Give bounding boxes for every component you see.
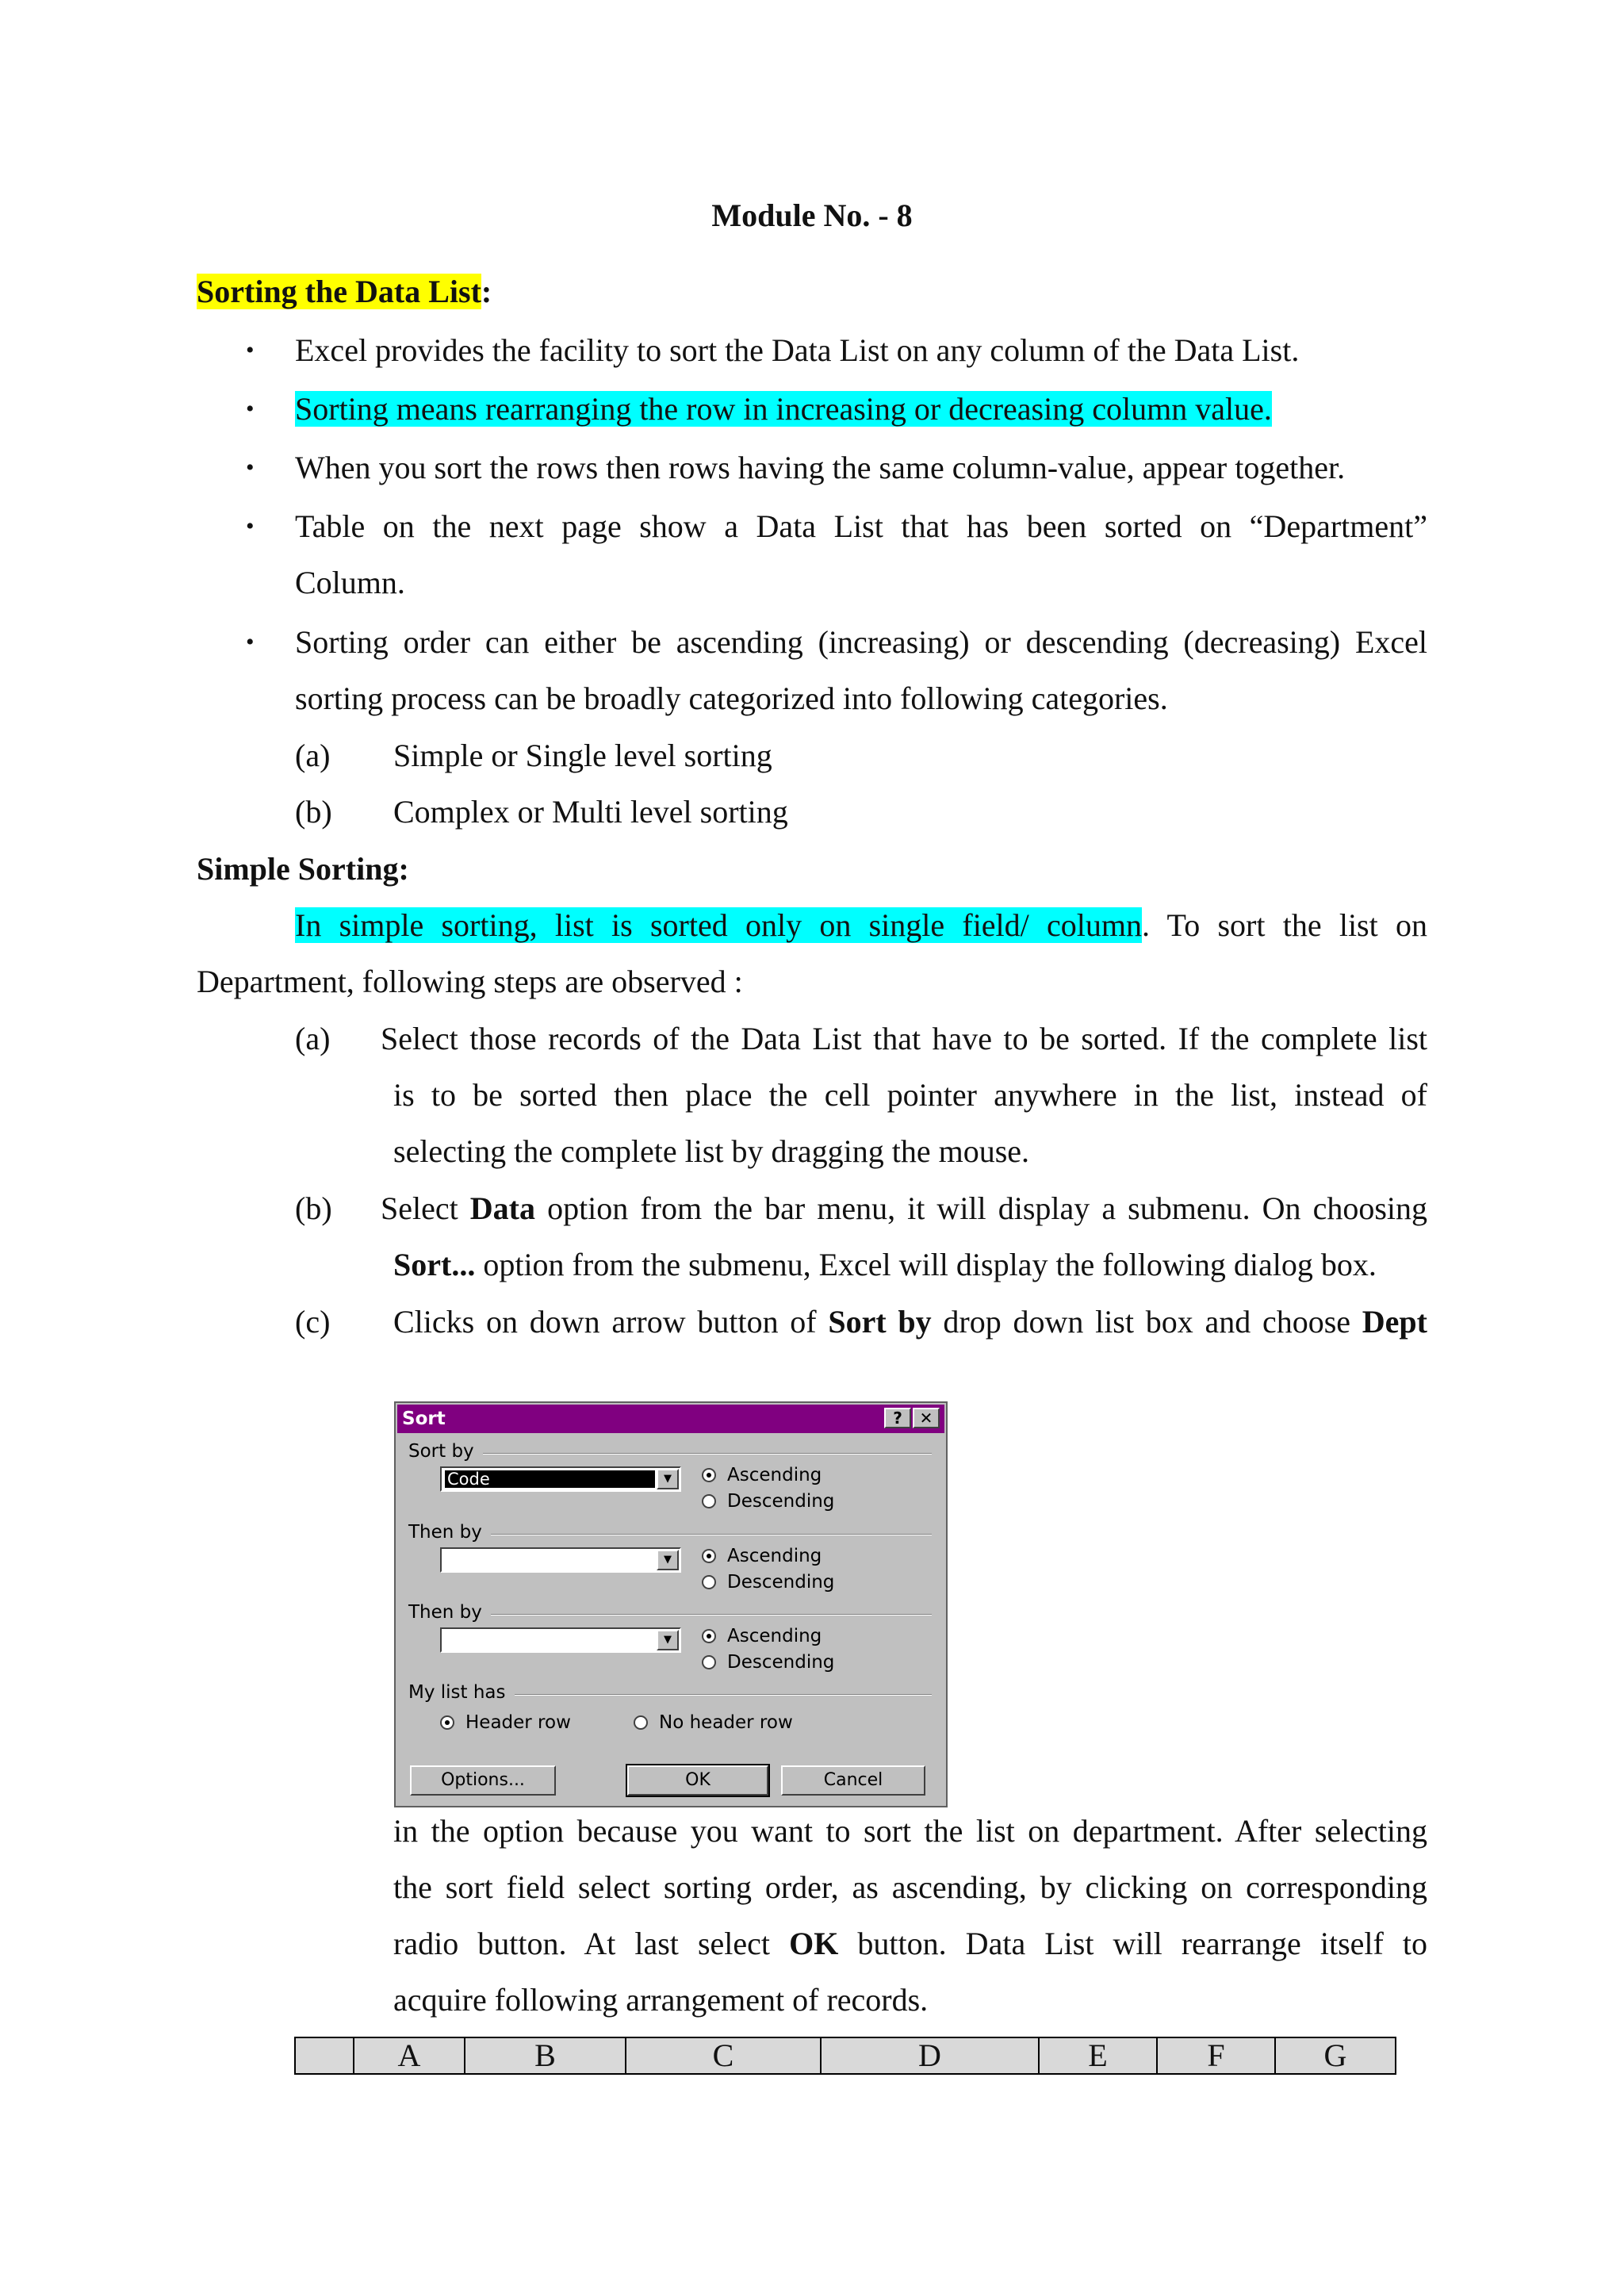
- header-row-radio[interactable]: [440, 1712, 571, 1733]
- close-icon[interactable]: ✕: [913, 1408, 940, 1428]
- dialog-title: Sort: [402, 1409, 446, 1429]
- then-by-dropdown-1[interactable]: [440, 1547, 681, 1573]
- bullet-text-cont: Column.: [295, 565, 405, 600]
- group-separator: [515, 1694, 932, 1696]
- step-c-bold: Sort by: [828, 1304, 932, 1340]
- bullet-marker: •: [246, 513, 255, 539]
- sorting-heading: [197, 273, 492, 311]
- step-c-line4: [393, 1925, 1427, 1963]
- radio-label: Header row: [465, 1712, 571, 1733]
- step-c-line2: in the option because you want to sort the list on department. After selecting: [393, 1813, 1427, 1849]
- step-label: (c): [295, 1304, 331, 1340]
- sheet-column-header: D: [822, 2038, 1040, 2073]
- radio-label: Ascending: [727, 1465, 822, 1485]
- radio-selected-icon: [702, 1629, 716, 1643]
- step-c-line3: the sort field select sorting order, as ascending, by clicking on corresponding: [393, 1869, 1427, 1905]
- module-title: Module No. - 8: [711, 197, 913, 233]
- simple-para-line1: [295, 907, 1427, 945]
- sort-dialog: [394, 1401, 948, 1807]
- sheet-column-header: C: [626, 2038, 822, 2073]
- step-b-bold: Data: [469, 1190, 536, 1226]
- chevron-down-icon[interactable]: ▼: [657, 1630, 679, 1650]
- radio-icon: [634, 1715, 648, 1730]
- chevron-down-icon[interactable]: ▼: [657, 1550, 679, 1570]
- step-b-text: option from the submenu, Excel will display the following dialog box.: [475, 1247, 1377, 1282]
- radio-label: Descending: [727, 1572, 835, 1593]
- radio-selected-icon: [702, 1468, 716, 1482]
- bullet-text: Sorting order can either be ascending (increasing) or descending (decreasing) Excel: [295, 624, 1427, 660]
- bullet-text: Table on the next page show a Data List that has been sorted on “Department”: [295, 508, 1427, 544]
- then-by-1-ascending-radio[interactable]: [702, 1546, 822, 1566]
- step-c-text: Clicks on down arrow button of: [393, 1304, 829, 1340]
- my-list-has-label: My list has: [408, 1682, 506, 1703]
- category-text: Simple or Single level sorting: [393, 738, 772, 773]
- dialog-titlebar: [397, 1405, 944, 1433]
- then-by-label: Then by: [408, 1522, 482, 1543]
- bullet-text: [295, 390, 1272, 428]
- then-by-value: [445, 1551, 655, 1569]
- sorting-heading-colon: :: [481, 274, 492, 309]
- then-by-1-descending-radio[interactable]: [702, 1572, 834, 1593]
- step-b-line1: [381, 1190, 1427, 1228]
- sheet-header-row: [294, 2037, 1396, 2075]
- step-label: (b): [295, 1190, 332, 1226]
- bullet-text: When you sort the rows then rows having the same column-value, appear together.: [295, 450, 1346, 485]
- step-a-line3: selecting the complete list by dragging the mouse.: [393, 1133, 1030, 1169]
- radio-icon: [702, 1655, 716, 1669]
- sort-by-label: Sort by: [408, 1441, 474, 1462]
- simple-para-highlight: In simple sorting, list is sorted only on single field/ column: [295, 907, 1143, 943]
- bullet-marker: •: [246, 396, 255, 422]
- simple-para-line2: Department, following steps are observed :: [197, 964, 743, 999]
- step-b-text: Select: [381, 1190, 470, 1226]
- sort-by-dropdown[interactable]: [440, 1466, 681, 1492]
- bullet-text-cont: sorting process can be broadly categorized into following categories.: [295, 680, 1168, 716]
- simple-para-rest: . To sort the list on: [1142, 907, 1427, 943]
- step-c-bold: Dept: [1362, 1304, 1427, 1340]
- group-separator: [491, 1614, 932, 1616]
- radio-label: Ascending: [727, 1626, 822, 1646]
- radio-selected-icon: [440, 1715, 454, 1730]
- step-a-line1: Select those records of the Data List that have to be sorted. If the complete list: [381, 1021, 1427, 1056]
- bullet-text: Excel provides the facility to sort the Data List on any column of the Data List.: [295, 332, 1300, 368]
- radio-label: Descending: [727, 1652, 835, 1673]
- sort-by-ascending-radio[interactable]: [702, 1465, 822, 1485]
- bullet-marker: •: [246, 454, 255, 481]
- sheet-column-header: F: [1158, 2038, 1276, 2073]
- sheet-column-header: G: [1323, 2037, 1347, 2073]
- radio-icon: [702, 1494, 716, 1508]
- sheet-column-header: A: [354, 2038, 465, 2073]
- radio-icon: [702, 1575, 716, 1589]
- sort-by-descending-radio[interactable]: [702, 1491, 834, 1512]
- radio-label: Ascending: [727, 1546, 822, 1566]
- step-c-text: radio button. At last select: [393, 1926, 790, 1961]
- then-by-2-descending-radio[interactable]: [702, 1652, 834, 1673]
- category-label: (b): [295, 794, 332, 830]
- radio-selected-icon: [702, 1549, 716, 1563]
- ok-button[interactable]: OK: [627, 1765, 768, 1796]
- bullet-marker: •: [246, 337, 255, 363]
- group-separator: [491, 1534, 932, 1535]
- simple-sorting-heading: Simple Sorting:: [197, 851, 409, 887]
- bullet-marker: •: [246, 629, 255, 655]
- sheet-corner-cell: [296, 2038, 354, 2073]
- step-c-text: drop down list box and choose: [931, 1304, 1362, 1340]
- step-b-text: option from the bar menu, it will display a submenu. On choosing: [535, 1190, 1428, 1226]
- step-c-bold: OK: [789, 1926, 839, 1961]
- chevron-down-icon[interactable]: ▼: [657, 1469, 679, 1489]
- options-button[interactable]: Options...: [410, 1765, 556, 1796]
- bullet-highlight: Sorting means rearranging the row in increasing or decreasing column value.: [295, 391, 1272, 427]
- step-b-line2: [393, 1246, 1377, 1284]
- no-header-row-radio[interactable]: [634, 1712, 793, 1733]
- category-text: Complex or Multi level sorting: [393, 794, 788, 830]
- step-b-bold: Sort...: [393, 1247, 476, 1282]
- sorting-heading-text: Sorting the Data List: [197, 274, 481, 309]
- step-c-line1: [393, 1303, 1427, 1341]
- then-by-2-ascending-radio[interactable]: [702, 1626, 822, 1646]
- help-button[interactable]: ?: [884, 1408, 911, 1428]
- radio-label: Descending: [727, 1491, 835, 1512]
- step-a-line2: is to be sorted then place the cell pointer anywhere in the list, instead of: [393, 1077, 1427, 1113]
- sort-by-value: Code: [445, 1470, 655, 1488]
- step-label: (a): [295, 1021, 331, 1056]
- cancel-button[interactable]: Cancel: [781, 1765, 925, 1796]
- step-c-text: button. Data List will rearrange itself to: [838, 1926, 1428, 1961]
- step-c-line5: acquire following arrangement of records.: [393, 1982, 929, 2018]
- then-by-value: [445, 1631, 655, 1649]
- then-by-dropdown-2[interactable]: [440, 1627, 681, 1653]
- category-label: (a): [295, 738, 331, 773]
- group-separator: [483, 1453, 932, 1455]
- radio-label: No header row: [659, 1712, 793, 1733]
- then-by-label: Then by: [408, 1602, 482, 1623]
- sheet-column-header: B: [465, 2038, 626, 2073]
- sheet-column-header: E: [1040, 2038, 1158, 2073]
